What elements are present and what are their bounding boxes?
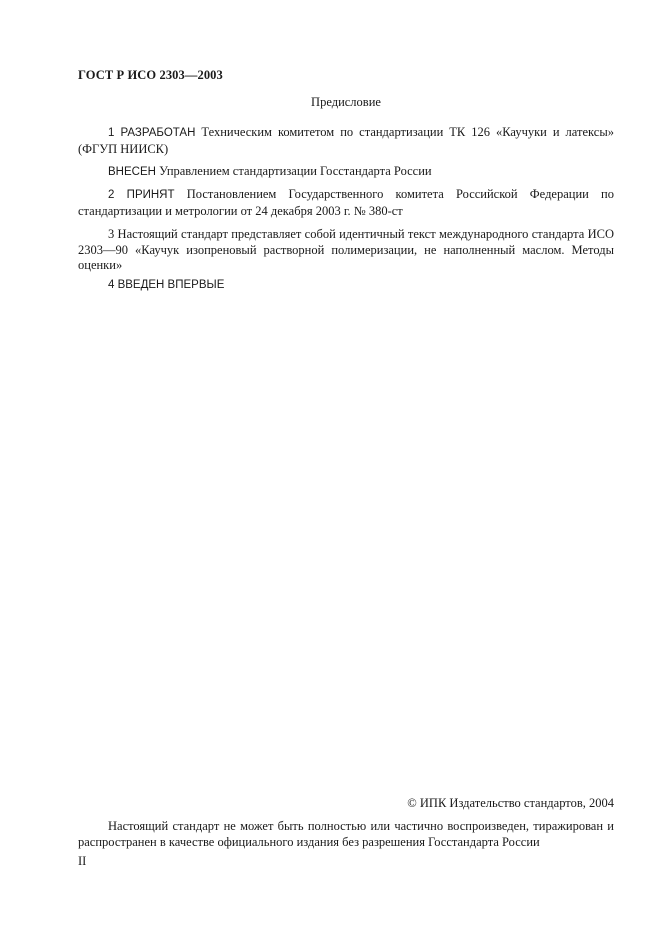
foreword-item-developed [78,125,614,157]
foreword-item-introduced [78,164,614,181]
copyright-line: © ИПК Издательство стандартов, 2004 [407,796,614,810]
foreword-item-adopted [78,187,614,219]
page-number: II [78,854,87,868]
foreword-item-identical-text [78,227,614,274]
foreword-item-first-introduced [78,277,614,294]
item-text: 3 Настоящий стандарт представляет собой идентичный текст международного стандарта ИСО 2303—90 «Каучук изопреновый растворной полимеризации, не наполненный маслом. Методы оценки» [78,227,614,272]
item-lead: ВНЕСЕН [108,166,156,178]
item-text: Техническим комитетом по стандартизации ТК 126 «Каучуки и латексы» (ФГУП НИИСК) [78,125,614,156]
item-lead: 2 ПРИНЯТ [108,189,175,201]
item-lead: 1 РАЗРАБОТАН [108,127,196,139]
item-text: Постановлением Государственного комитета Российской Федерации по стандартизации и метрологии от 24 декабря 2003 г. № 380-ст [78,187,614,218]
foreword-title: Предисловие [311,95,381,109]
item-lead: 4 ВВЕДЕН ВПЕРВЫЕ [108,279,225,291]
document-header: ГОСТ Р ИСО 2303—2003 [78,68,223,82]
reproduction-notice: Настоящий стандарт не может быть полностью или частично воспроизведен, тиражирован и распространен в качестве официального издания без разрешения Госстандарта России [78,819,614,849]
item-text: Управлением стандартизации Госстандарта России [155,164,432,178]
